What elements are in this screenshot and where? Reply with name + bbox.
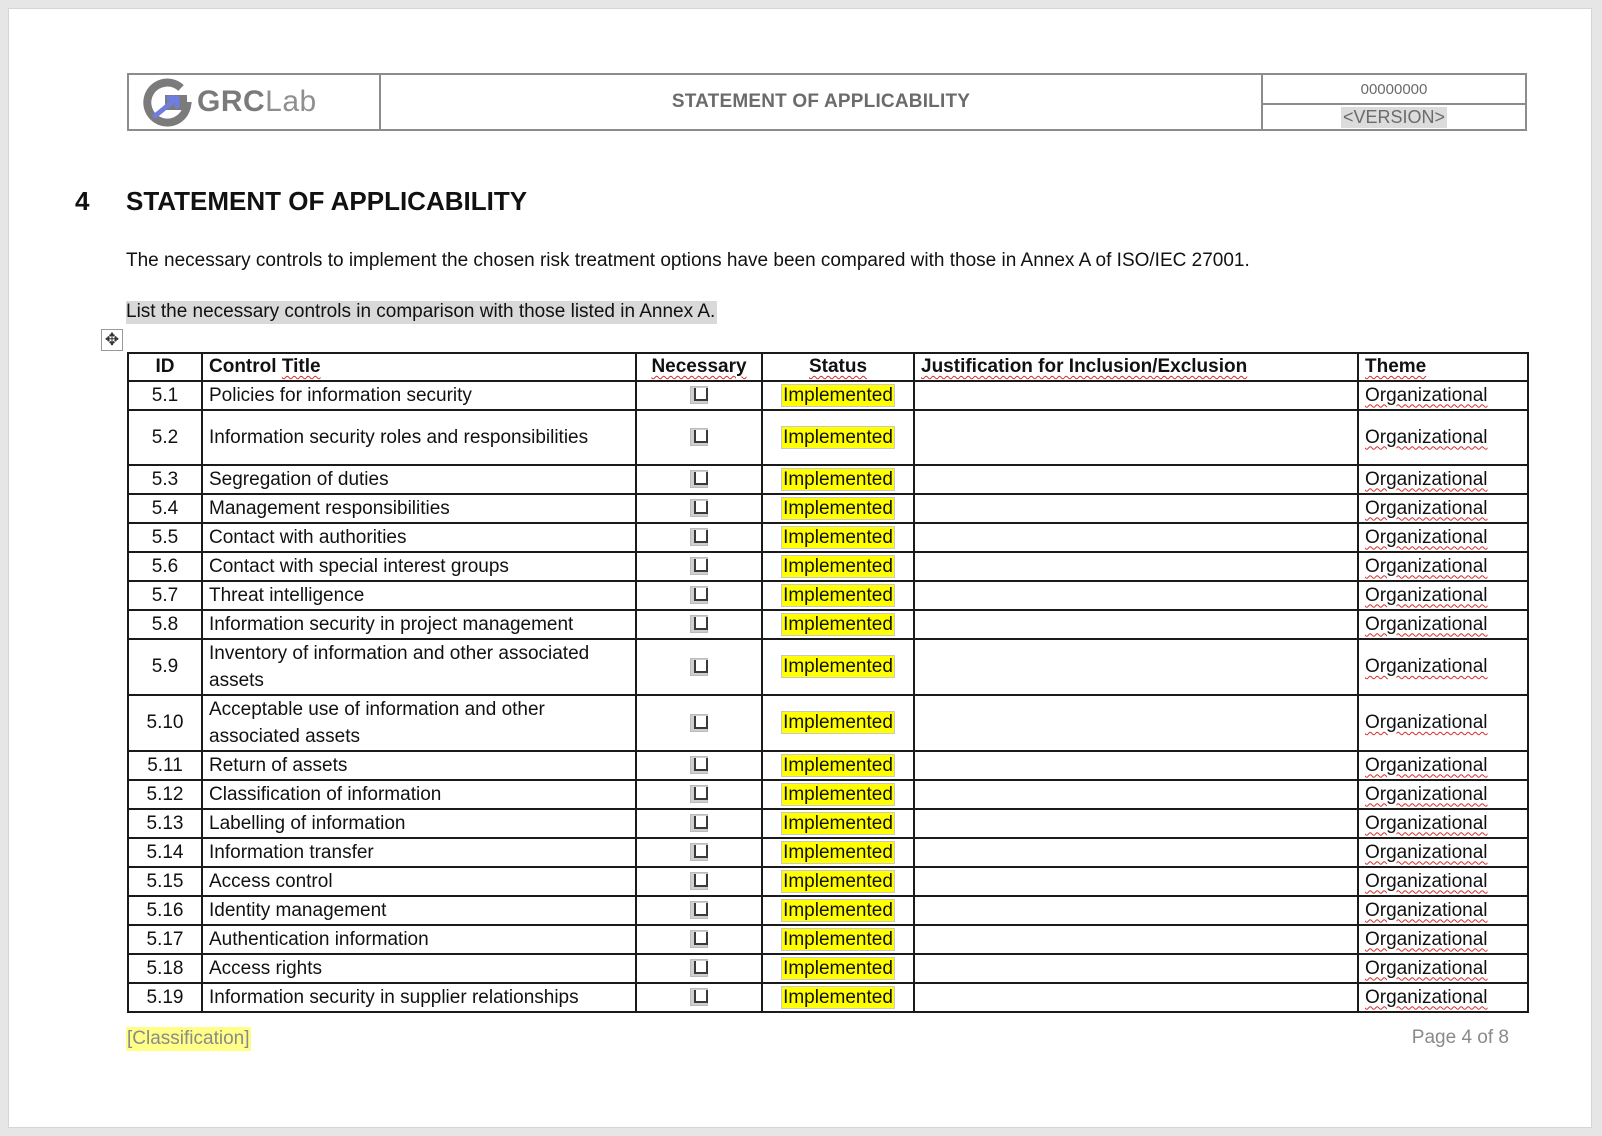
necessary-checkbox[interactable] [690,988,708,1006]
status-cell [762,581,914,610]
logo-grc: GRC [197,85,266,118]
justification-cell[interactable] [914,780,1358,809]
theme-cell [1358,523,1528,552]
theme-value: Organizational [1365,656,1488,677]
control-id: 5.2 [128,410,202,465]
control-id: 5.18 [128,954,202,983]
status-dropdown[interactable]: Implemented [783,928,893,950]
theme-cell [1358,925,1528,954]
status-cell [762,410,914,465]
control-title: Contact with authorities [202,523,636,552]
status-dropdown[interactable]: Implemented [783,870,893,892]
theme-cell [1358,838,1528,867]
control-id: 5.7 [128,581,202,610]
header-doc-title: STATEMENT OF APPLICABILITY [671,91,971,112]
control-title: Threat intelligence [202,581,636,610]
theme-value: Organizational [1365,754,1488,776]
logo [129,75,381,129]
status-cell [762,780,914,809]
status-dropdown[interactable]: Implemented [783,497,893,519]
control-id: 5.4 [128,494,202,523]
theme-value: Organizational [1365,468,1488,490]
control-title: Information security in project management [202,610,636,639]
necessary-checkbox[interactable] [690,386,708,404]
control-id: 5.6 [128,552,202,581]
necessary-cell [636,610,762,639]
justification-cell[interactable] [914,867,1358,896]
status-cell [762,639,914,695]
status-dropdown[interactable]: Implemented [783,957,893,979]
theme-value: Organizational [1365,426,1488,448]
necessary-checkbox[interactable] [690,557,708,575]
control-title: Return of assets [202,751,636,780]
header-meta [1261,75,1525,129]
control-title: Information transfer [202,838,636,867]
theme-cell [1358,581,1528,610]
control-title: Management responsibilities [202,494,636,523]
justification-cell[interactable] [914,809,1358,838]
theme-cell [1358,780,1528,809]
necessary-cell [636,695,762,751]
status-dropdown[interactable]: Implemented [783,613,893,635]
theme-cell [1358,610,1528,639]
table-move-handle-icon[interactable]: ✥ [101,329,123,351]
status-dropdown[interactable]: Implemented [783,656,893,677]
control-title: Information security in supplier relationships [202,983,636,1012]
header-doc-number: 00000000 [1263,75,1525,105]
intro-paragraph: The necessary controls to implement the chosen risk treatment options have been compared with those in Annex A of ISO/IEC 27001. [126,250,1250,271]
theme-value: Organizational [1365,841,1488,863]
justification-cell[interactable] [914,494,1358,523]
table-row [128,494,1528,523]
justification-cell[interactable] [914,983,1358,1012]
control-id: 5.9 [128,639,202,695]
theme-value: Organizational [1365,986,1488,1008]
theme-cell [1358,410,1528,465]
status-cell [762,381,914,410]
status-cell [762,751,914,780]
control-title: Policies for information security [202,381,636,410]
theme-cell [1358,896,1528,925]
status-dropdown[interactable]: Implemented [783,899,893,921]
header-version-field[interactable]: <VERSION> [1342,106,1446,127]
necessary-checkbox[interactable] [690,615,708,633]
control-id: 5.15 [128,867,202,896]
status-cell [762,552,914,581]
col-header-necessary [636,353,762,381]
theme-cell [1358,639,1528,695]
theme-value: Organizational [1365,870,1488,892]
necessary-cell [636,954,762,983]
section-title: STATEMENT OF APPLICABILITY [126,186,528,216]
control-title: Authentication information [202,925,636,954]
logo-text [197,85,317,119]
control-title: Classification of information [202,780,636,809]
necessary-cell [636,867,762,896]
table-row [128,896,1528,925]
status-cell [762,465,914,494]
theme-cell [1358,751,1528,780]
col-header-status [762,353,914,381]
necessary-cell [636,809,762,838]
control-title: Acceptable use of information and other associated assets [202,695,636,751]
control-id: 5.19 [128,983,202,1012]
header-version-cell [1263,105,1525,129]
control-id: 5.14 [128,838,202,867]
necessary-checkbox[interactable] [690,470,708,488]
table-row [128,983,1528,1012]
control-title: Segregation of duties [202,465,636,494]
necessary-cell [636,838,762,867]
status-cell [762,896,914,925]
theme-value: Organizational [1365,584,1488,606]
status-dropdown[interactable]: Implemented [783,584,893,606]
justification-cell[interactable] [914,925,1358,954]
theme-cell [1358,809,1528,838]
table-row [128,867,1528,896]
table-row [128,751,1528,780]
col-header-title-b: Title [281,356,321,377]
theme-value: Organizational [1365,555,1488,577]
table-header-row [128,353,1528,381]
necessary-checkbox[interactable] [690,901,708,919]
col-header-theme-label: Theme [1365,356,1427,377]
theme-value: Organizational [1365,526,1488,548]
theme-cell [1358,494,1528,523]
justification-cell[interactable] [914,610,1358,639]
theme-cell [1358,381,1528,410]
col-header-justification-label: Justification for Inclusion/Exclusion [921,356,1248,377]
necessary-cell [636,925,762,954]
necessary-cell [636,494,762,523]
justification-cell[interactable] [914,896,1358,925]
col-header-theme [1358,353,1528,381]
soa-table-body [128,381,1528,1012]
justification-cell[interactable] [914,552,1358,581]
theme-cell [1358,552,1528,581]
status-dropdown[interactable]: Implemented [783,783,893,805]
necessary-cell [636,552,762,581]
control-title: Access rights [202,954,636,983]
status-dropdown[interactable]: Implemented [783,426,893,448]
necessary-cell [636,751,762,780]
necessary-checkbox[interactable] [690,843,708,861]
status-cell [762,610,914,639]
status-cell [762,809,914,838]
col-header-justification [914,353,1358,381]
justification-cell[interactable] [914,465,1358,494]
status-dropdown[interactable]: Implemented [783,468,893,490]
logo-lab: Lab [265,85,317,118]
status-cell [762,867,914,896]
grclab-logo-icon [141,76,193,128]
theme-cell [1358,983,1528,1012]
justification-cell[interactable] [914,639,1358,695]
necessary-checkbox[interactable] [690,756,708,774]
theme-value: Organizational [1365,497,1488,519]
necessary-checkbox[interactable] [690,814,708,832]
theme-value: Organizational [1365,712,1488,733]
table-row [128,925,1528,954]
control-id: 5.3 [128,465,202,494]
table-row [128,954,1528,983]
footer-classification[interactable]: [Classification] [127,1028,250,1049]
table-row [128,809,1528,838]
justification-cell[interactable] [914,751,1358,780]
table-row [128,695,1528,751]
necessary-cell [636,465,762,494]
necessary-checkbox[interactable] [690,586,708,604]
col-header-title [202,353,636,381]
status-dropdown[interactable]: Implemented [783,754,893,776]
table-row [128,780,1528,809]
theme-value: Organizational [1365,783,1488,805]
col-header-necessary-label: Necessary [651,356,747,377]
col-header-title-a: Control [209,356,282,377]
necessary-cell [636,780,762,809]
necessary-cell [636,639,762,695]
table-row [128,552,1528,581]
justification-cell[interactable] [914,695,1358,751]
status-cell [762,494,914,523]
control-title: Information security roles and responsibilities [202,410,636,465]
necessary-checkbox[interactable] [690,658,708,676]
justification-cell[interactable] [914,410,1358,465]
col-header-status-label: Status [808,356,868,377]
necessary-cell [636,523,762,552]
control-title: Labelling of information [202,809,636,838]
justification-cell[interactable] [914,381,1358,410]
necessary-checkbox[interactable] [690,785,708,803]
control-id: 5.11 [128,751,202,780]
status-dropdown[interactable]: Implemented [783,712,893,733]
instruction-paragraph: List the necessary controls in comparison with those listed in Annex A. [126,301,716,322]
necessary-checkbox[interactable] [690,930,708,948]
status-dropdown[interactable]: Implemented [783,384,893,406]
status-dropdown[interactable]: Implemented [783,526,893,548]
table-row [128,639,1528,695]
theme-cell [1358,695,1528,751]
necessary-checkbox[interactable] [690,714,708,732]
control-id: 5.8 [128,610,202,639]
theme-value: Organizational [1365,957,1488,979]
control-title: Inventory of information and other associated assets [202,639,636,695]
control-id: 5.5 [128,523,202,552]
control-id: 5.1 [128,381,202,410]
theme-value: Organizational [1365,812,1488,834]
justification-cell[interactable] [914,838,1358,867]
necessary-cell [636,381,762,410]
justification-cell[interactable] [914,523,1358,552]
justification-cell[interactable] [914,954,1358,983]
necessary-checkbox[interactable] [690,499,708,517]
status-dropdown[interactable]: Implemented [783,841,893,863]
necessary-cell [636,581,762,610]
status-cell [762,925,914,954]
table-row [128,838,1528,867]
page-header [127,73,1527,131]
status-dropdown[interactable]: Implemented [783,812,893,834]
status-cell [762,954,914,983]
theme-cell [1358,465,1528,494]
status-dropdown[interactable]: Implemented [783,986,893,1008]
control-id: 5.16 [128,896,202,925]
necessary-cell [636,983,762,1012]
status-cell [762,838,914,867]
status-cell [762,523,914,552]
control-title: Contact with special interest groups [202,552,636,581]
col-header-id: ID [128,353,202,381]
control-id: 5.12 [128,780,202,809]
theme-cell [1358,867,1528,896]
document-page [8,8,1592,1128]
status-cell [762,983,914,1012]
theme-value: Organizational [1365,613,1488,635]
status-cell [762,695,914,751]
status-dropdown[interactable]: Implemented [783,555,893,577]
soa-table [127,352,1529,1013]
control-id: 5.17 [128,925,202,954]
control-title: Access control [202,867,636,896]
theme-cell [1358,954,1528,983]
theme-value: Organizational [1365,384,1488,406]
control-id: 5.10 [128,695,202,751]
theme-value: Organizational [1365,928,1488,950]
necessary-cell [636,896,762,925]
section-number: 4 [75,186,90,216]
table-row [128,610,1528,639]
footer-page-number: Page 4 of 8 [1411,1027,1509,1048]
necessary-checkbox[interactable] [690,872,708,890]
necessary-checkbox[interactable] [690,528,708,546]
table-row [128,410,1528,465]
necessary-checkbox[interactable] [690,428,708,446]
table-row [128,381,1528,410]
theme-value: Organizational [1365,899,1488,921]
control-id: 5.13 [128,809,202,838]
table-row [128,465,1528,494]
justification-cell[interactable] [914,581,1358,610]
table-row [128,523,1528,552]
table-row [128,581,1528,610]
necessary-checkbox[interactable] [690,959,708,977]
necessary-cell [636,410,762,465]
control-title: Identity management [202,896,636,925]
